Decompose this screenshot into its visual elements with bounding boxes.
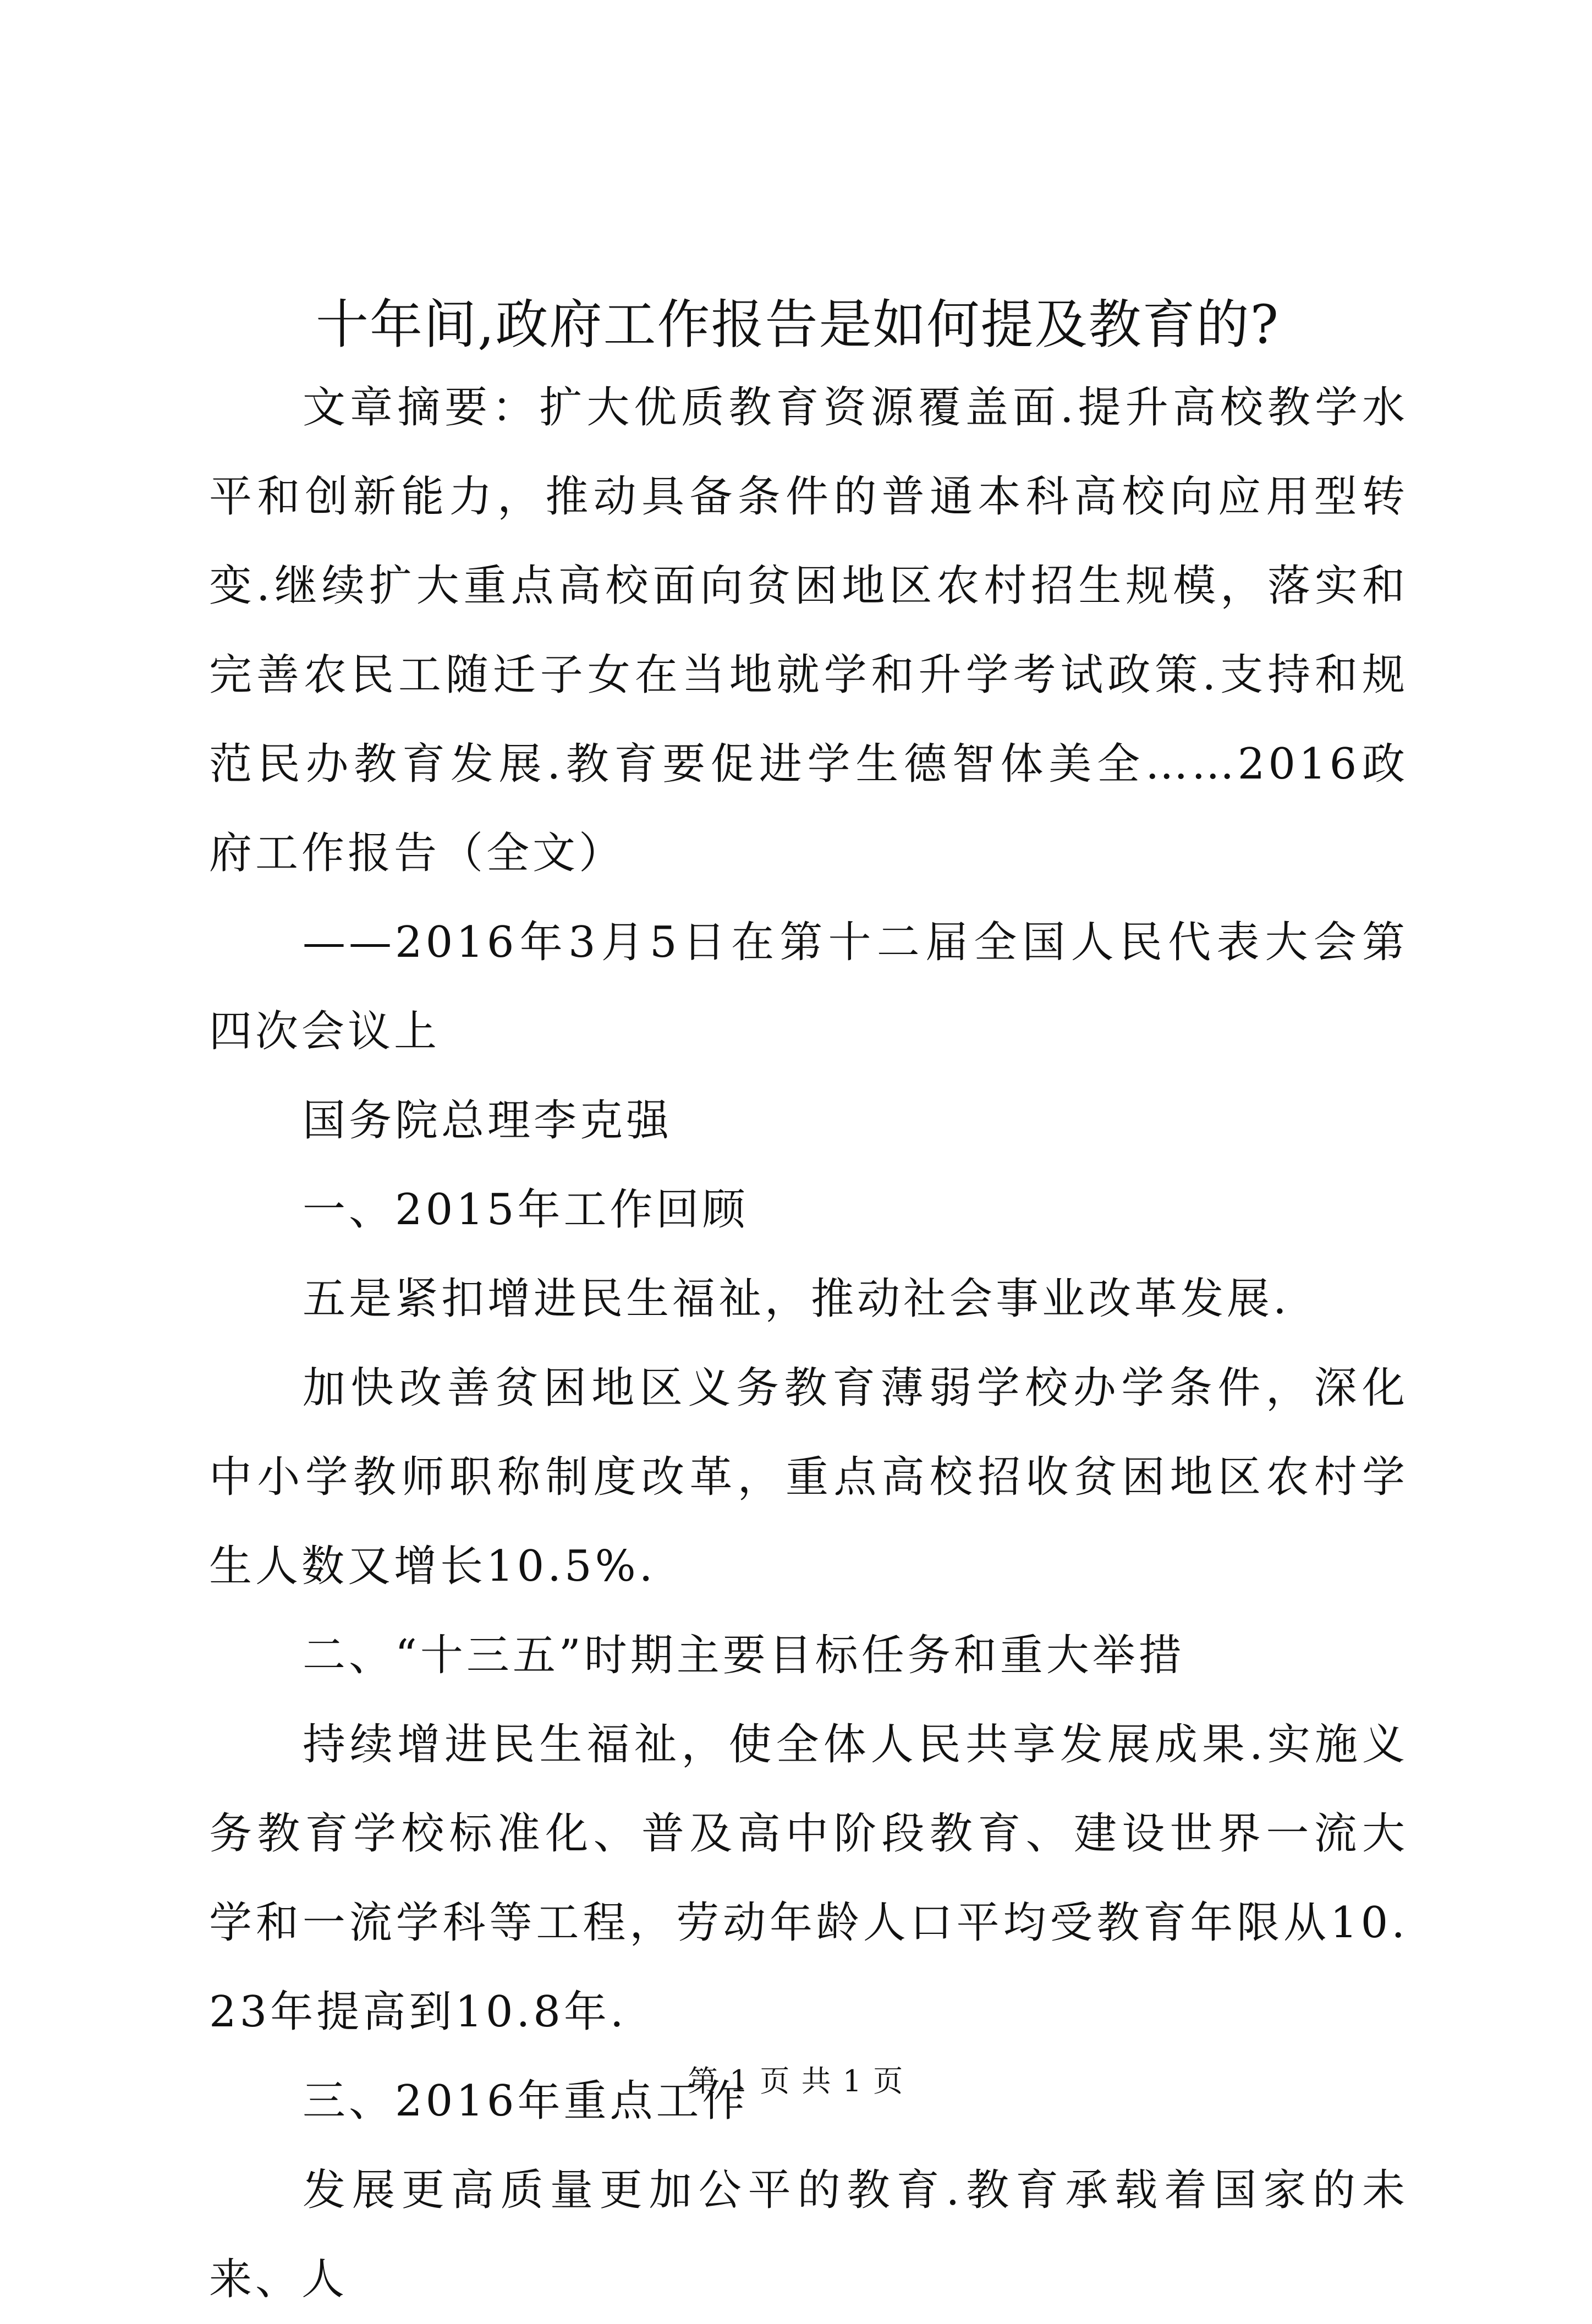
author-line: 国务院总理李克强 (303, 1096, 673, 1145)
abstract-paragraph: 文章摘要：扩大优质教育资源覆盖面.提升高校教学水平和创新能力，推动具备条件的普通本科高校向应用型转变.继续扩大重点高校面向贫困地区农村招生规模，落实和完善农民工随迁子女在当地就学和升学考试政策.支持和规范民办教育发展.教育要促进学生德智体美全……2016政府工作报告（全文） (209, 383, 1408, 878)
document-title: 十年间,政府工作报告是如何提及教育的? (316, 294, 1280, 355)
section-heading-1: 一、2015年工作回顾 (303, 1185, 749, 1235)
page-number-footer: 第 1 页 共 1 页 (688, 2064, 904, 2098)
body-paragraph: 持续增进民生福祉，使全体人民共享发展成果.实施义务教育学校标准化、普及高中阶段教育、建设世界一流大学和一流学科等工程，劳动年龄人口平均受教育年限从10.23年提高到10.8年. (209, 1720, 1408, 2037)
body-paragraph: 发展更高质量更加公平的教育.教育承载着国家的未来、人 (209, 2166, 1408, 2304)
body-paragraph: 五是紧扣增进民生福祉，推动社会事业改革发展. (303, 1274, 1290, 1324)
body-paragraph: 加快改善贫困地区义务教育薄弱学校办学条件，深化中小学教师职称制度改革，重点高校招收贫困地区农村学生人数又增长10.5%. (209, 1363, 1408, 1591)
section-heading-3: 三、2016年重点工作 (303, 2076, 749, 2126)
document-body (209, 363, 1408, 2324)
date-venue-line: ——2016年3月5日在第十二届全国人民代表大会第四次会议上 (209, 918, 1408, 1056)
section-heading-2: 二、“十三五”时期主要目标任务和重大举措 (303, 1631, 1185, 1680)
